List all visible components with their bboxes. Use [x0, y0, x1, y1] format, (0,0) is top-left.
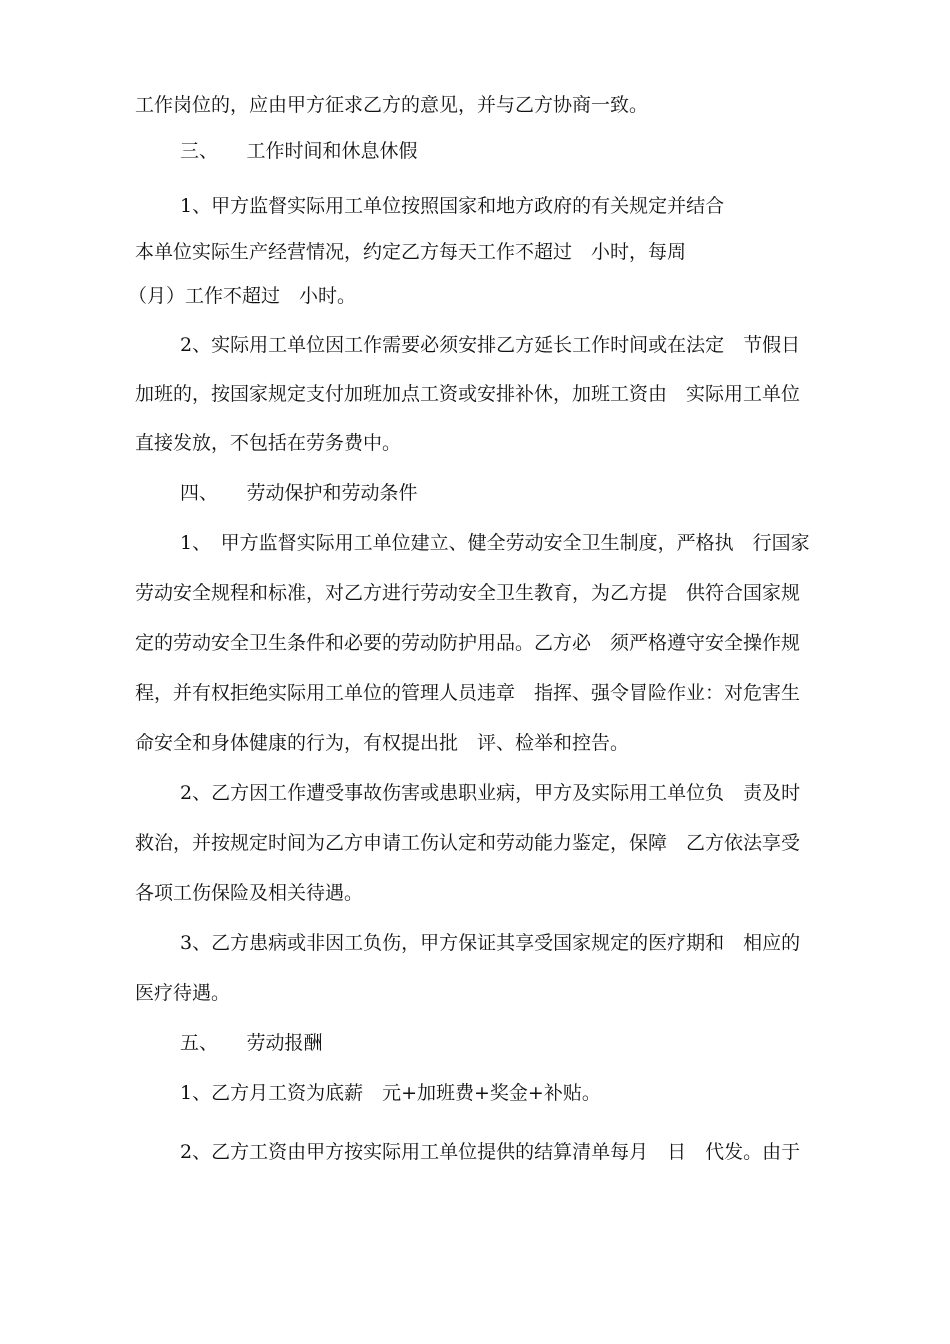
text-line: 救治，并按规定时间为乙方申请工伤认定和劳动能力鉴定，保障 乙方依法享受	[135, 832, 801, 854]
text-line: （月）工作不超过 小时。	[128, 285, 357, 307]
text-line: 加班的，按国家规定支付加班加点工资或安排补休，加班工资由 实际用工单位	[135, 383, 801, 405]
text-line: 2、实际用工单位因工作需要必须安排乙方延长工作时间或在法定 节假日	[180, 334, 801, 356]
text-line: 1、乙方月工资为底薪 元+加班费+奖金+补贴。	[180, 1082, 601, 1104]
text-line: 本单位实际生产经营情况，约定乙方每天工作不超过 小时，每周	[135, 241, 687, 263]
text-line: 2、乙方因工作遭受事故伤害或患职业病，甲方及实际用工单位负 责及时	[180, 782, 801, 804]
text-line: 定的劳动安全卫生条件和必要的劳动防护用品。乙方必 须严格遵守安全操作规	[135, 632, 801, 654]
text-line: 劳动安全规程和标准，对乙方进行劳动安全卫生教育，为乙方提 供符合国家规	[135, 582, 801, 604]
text-line: 程，并有权拒绝实际用工单位的管理人员违章 指挥、强令冒险作业：对危害生	[135, 682, 801, 704]
text-line: 命安全和身体健康的行为，有权提出批 评、检举和控告。	[135, 732, 630, 754]
text-line: 各项工伤保险及相关待遇。	[135, 882, 364, 904]
text-line: 2、乙方工资由甲方按实际用工单位提供的结算清单每月 日 代发。由于	[180, 1141, 801, 1163]
text-line: 1、 甲方监督实际用工单位建立、健全劳动安全卫生制度，严格执 行国家	[180, 532, 810, 554]
text-line: 3、乙方患病或非因工负伤，甲方保证其享受国家规定的医疗期和 相应的	[180, 932, 801, 954]
section-heading: 三、 工作时间和休息休假	[180, 140, 418, 162]
section-heading: 四、 劳动保护和劳动条件	[180, 482, 418, 504]
text-line: 医疗待遇。	[135, 982, 231, 1004]
text-line: 直接发放，不包括在劳务费中。	[135, 432, 402, 454]
section-heading: 五、 劳动报酬	[180, 1032, 323, 1054]
text-line: 1、甲方监督实际用工单位按照国家和地方政府的有关规定并结合	[180, 195, 725, 217]
text-line: 工作岗位的，应由甲方征求乙方的意见，并与乙方协商一致。	[135, 94, 649, 116]
